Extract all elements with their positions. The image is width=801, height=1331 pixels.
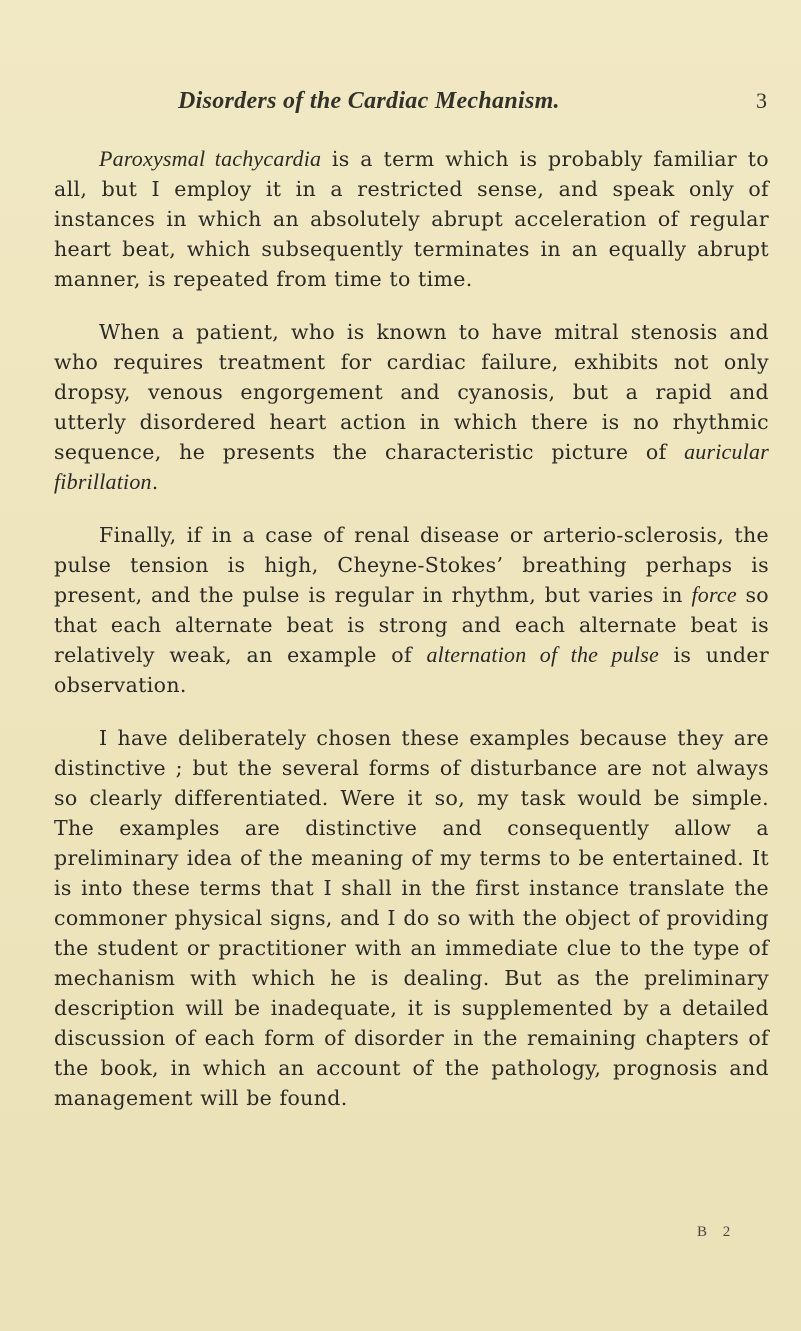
signature-mark: B 2: [697, 1224, 737, 1240]
paragraph-text: Finally, if in a case of renal disease or arterio-sclerosis, the pulse tension is high, Cheyne-Stokes’ breathing perhaps is present, and the pulse is regular in rhythm, but varies in: [54, 523, 769, 607]
paragraph-text: is a term which is probably familiar to all, but I employ it in a restricted sense, and speak only of instances in which an absolutely abrupt acceleration of regular heart beat, which subsequently terminates in an equally abrupt manner, is repeated from time to time.: [54, 147, 769, 291]
running-head-title: Disorders of the Cardiac Mechanism.: [178, 88, 560, 114]
term-paroxysmal-tachycardia: Paroxysmal tachycardia: [99, 146, 322, 171]
paragraph-text-middle: so that each alternate beat is strong and each alternate beat is relatively weak, an example of: [54, 583, 770, 667]
term-auricular-fibrillation: auricular fibrillation: [54, 439, 769, 494]
paragraph-paroxysmal-tachycardia: [54, 144, 769, 294]
paragraph-text-end: is under observation.: [54, 643, 769, 697]
paragraph-text: When a patient, who is known to have mitral stenosis and who requires treatment for cardiac failure, exhibits not only dropsy, venous engorgement and cyanosis, but a rapid and utterly disordered heart action in which there is no rhythmic sequence, he presents the characteristic picture of: [54, 320, 769, 464]
term-alternation-of-pulse: alternation of the pulse: [426, 642, 659, 667]
paragraph-alternation-of-pulse: [54, 520, 769, 700]
body-text: [54, 144, 769, 1136]
paragraph-text-end: .: [151, 470, 159, 494]
paragraph-examples-discussion: [54, 723, 769, 1113]
emphasis-force: force: [691, 582, 737, 607]
running-head: [0, 88, 801, 118]
paragraph-auricular-fibrillation: [54, 317, 769, 497]
paragraph-text: I have deliberately chosen these examples because they are distinctive ; but the several forms of disturbance are not always so clearly differentiated. Were it so, my task would be simple. The examples are distinctive and consequently allow a preliminary idea of the meaning of my terms to be entertained. It is into these terms that I shall in the first instance translate the commoner physical signs, and I do so with the object of providing the student or practitioner with an immediate clue to the type of mechanism with which he is dealing. But as the preliminary description will be inadequate, it is supplemented by a detailed discussion of each form of disorder in the remaining chapters of the book, in which an account of the pathology, prognosis and management will be found.: [54, 726, 769, 1110]
page-number: 3: [756, 88, 767, 113]
